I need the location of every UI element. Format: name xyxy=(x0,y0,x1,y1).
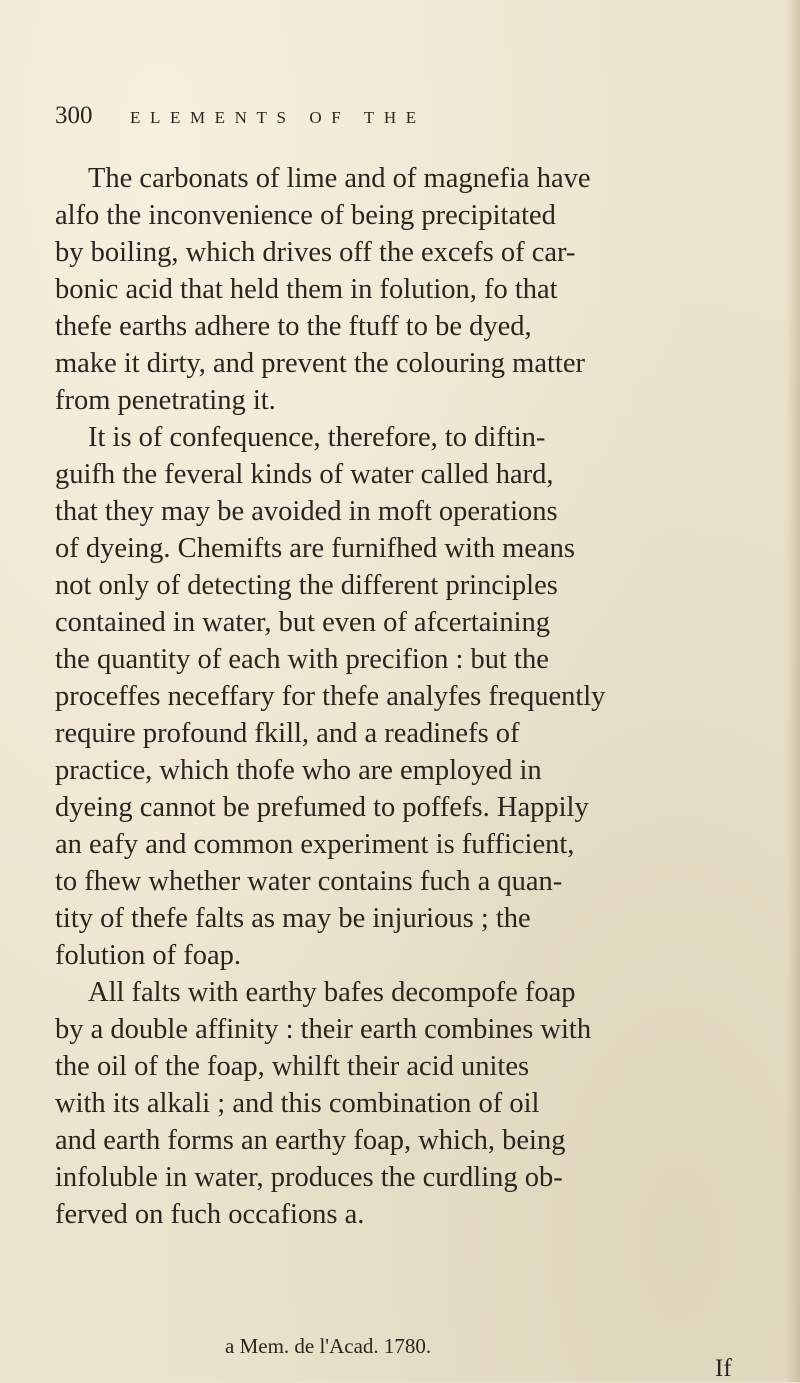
text-line: to fhew whether water contains fuch a quan- xyxy=(55,866,563,897)
text-line: not only of detecting the different principles xyxy=(55,570,558,601)
text-line: and earth forms an earthy foap, which, being xyxy=(55,1125,566,1156)
text-line: by boiling, which drives off the excefs of car- xyxy=(55,237,576,268)
text-line: ferved on fuch occafions a. xyxy=(55,1199,365,1230)
text-line: All falts with earthy bafes decompofe foap xyxy=(88,977,576,1008)
text-line: from penetrating it. xyxy=(55,385,276,416)
text-line: dyeing cannot be prefumed to poffefs. Happily xyxy=(55,792,589,823)
text-line: contained in water, but even of afcertaining xyxy=(55,607,551,638)
text-line: It is of confequence, therefore, to diftin- xyxy=(88,422,546,453)
text-line: that they may be avoided in moft operations xyxy=(55,496,558,527)
text-line: by a double affinity : their earth combines with xyxy=(55,1014,592,1045)
text-line: require profound fkill, and a readinefs of xyxy=(55,718,520,749)
text-line: an eafy and common experiment is fufficient, xyxy=(55,829,575,860)
text-line: infoluble in water, produces the curdling ob- xyxy=(55,1162,563,1193)
text-line: of dyeing. Chemifts are furnifhed with means xyxy=(55,533,575,564)
text-line: the quantity of each with precifion : but the xyxy=(55,644,549,675)
text-line: bonic acid that held them in folution, fo that xyxy=(55,274,558,305)
page-number: 300 xyxy=(55,102,93,129)
text-line: thefe earths adhere to the ftuff to be dyed, xyxy=(55,311,532,342)
text-line: alfo the inconvenience of being precipitated xyxy=(55,200,556,231)
text-line: folution of foap. xyxy=(55,940,242,971)
text-line: guifh the feveral kinds of water called hard, xyxy=(55,459,554,490)
footnote: a Mem. de l'Acad. 1780. xyxy=(225,1334,432,1358)
text-line: proceffes neceffary for thefe analyfes frequently xyxy=(55,681,606,712)
catchword: If xyxy=(715,1355,732,1382)
text-line: with its alkali ; and this combination of oil xyxy=(55,1088,540,1119)
text-line: practice, which thofe who are employed in xyxy=(55,755,542,786)
running-head: ELEMENTS OF THE xyxy=(130,108,426,127)
text-line: The carbonats of lime and of magnefia have xyxy=(88,163,591,194)
text-line: make it dirty, and prevent the colouring matter xyxy=(55,348,585,379)
text-line: tity of thefe falts as may be injurious ; the xyxy=(55,903,531,934)
text-line: the oil of the foap, whilft their acid unites xyxy=(55,1051,530,1082)
